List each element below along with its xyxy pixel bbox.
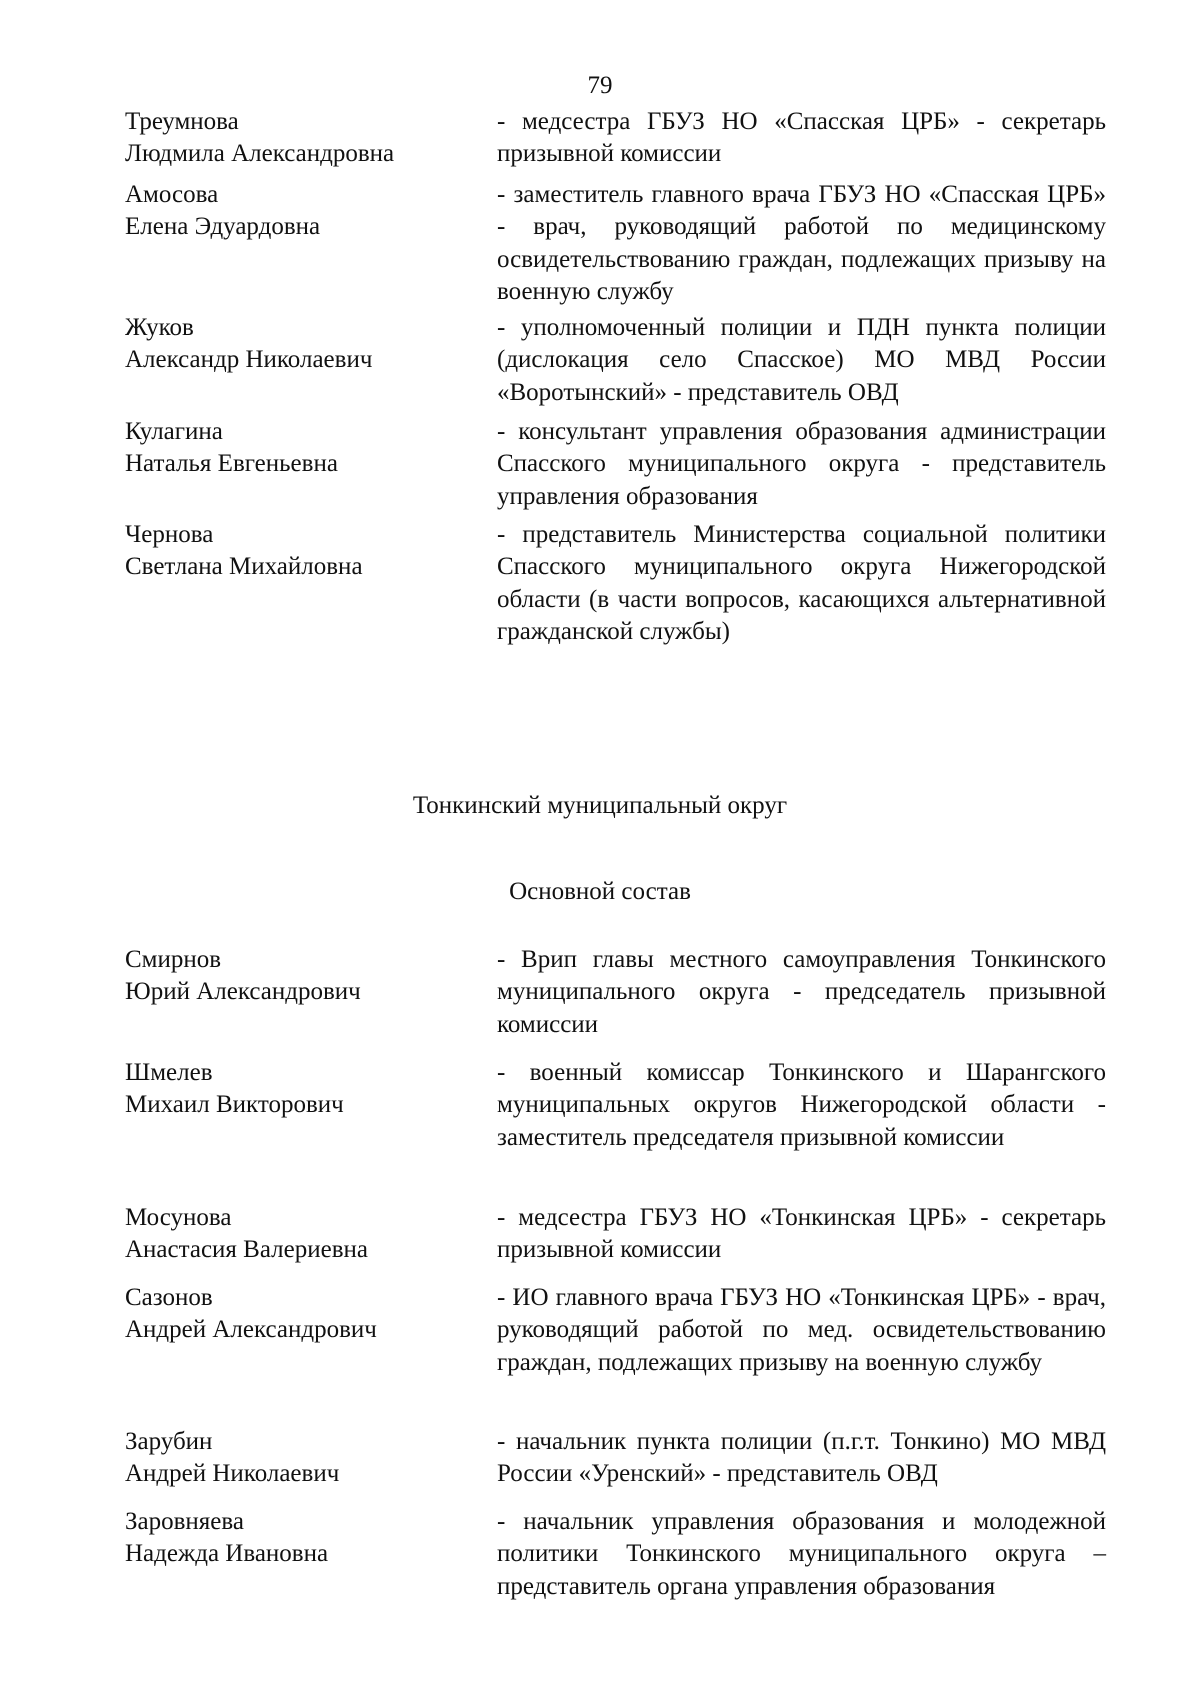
member-surname: Зарубин <box>125 1428 213 1455</box>
member-role: - ИО главного врача ГБУЗ НО «Тонкинская ЦРБ» - врач, руководящий работой по мед. освидетельствованию граждан, подлежащих призыву на военную службу <box>497 1284 1106 1376</box>
member-role: - заместитель главного врача ГБУЗ НО «Спасская ЦРБ» - врач, руководящий работой по медицинскому освидетельствованию граждан, подлежащих призыву на военную службу <box>497 181 1106 306</box>
member-surname: Амосова <box>125 181 219 208</box>
list-item <box>125 519 1106 649</box>
list-item <box>125 944 1106 1057</box>
list-item <box>125 179 1106 312</box>
member-surname: Треумнова <box>125 108 239 135</box>
list-item <box>125 1202 1106 1282</box>
member-role: - медсестра ГБУЗ НО «Спасская ЦРБ» - секретарь призывной комиссии <box>497 108 1106 168</box>
member-name <box>125 1202 497 1267</box>
member-name <box>125 416 497 481</box>
member-list-bottom <box>125 944 1106 1603</box>
member-given-names: Анастасия Валериевна <box>125 1236 368 1264</box>
member-list-top <box>125 106 1106 649</box>
subsection-heading: Основной состав <box>509 878 691 905</box>
page-number: 79 <box>587 72 613 99</box>
member-name <box>125 519 497 584</box>
member-surname: Сазонов <box>125 1284 213 1311</box>
member-name <box>125 1426 497 1491</box>
member-given-names: Андрей Александрович <box>125 1316 377 1344</box>
member-given-names: Наталья Евгеньевна <box>125 450 338 478</box>
member-given-names: Андрей Николаевич <box>125 1460 340 1488</box>
member-given-names: Александр Николаевич <box>125 346 373 374</box>
list-item <box>125 1426 1106 1506</box>
member-role: - начальник управления образования и молодежной политики Тонкинского муниципального округа – представитель органа управления образования <box>497 1508 1106 1600</box>
member-name <box>125 312 497 377</box>
member-role: - медсестра ГБУЗ НО «Тонкинская ЦРБ» - секретарь призывной комиссии <box>497 1204 1106 1264</box>
list-item <box>125 1057 1106 1202</box>
member-surname: Жуков <box>125 314 194 341</box>
list-item <box>125 416 1106 519</box>
member-given-names: Юрий Александрович <box>125 978 361 1006</box>
member-name <box>125 1506 497 1571</box>
member-role: - начальник пункта полиции (п.г.т. Тонкино) МО МВД России «Уренский» - представитель ОВД <box>497 1428 1106 1488</box>
member-surname: Смирнов <box>125 946 222 973</box>
member-role: - военный комиссар Тонкинского и Шарангского муниципальных округов Нижегородской области - заместитель председателя призывной комиссии <box>497 1059 1106 1151</box>
list-item <box>125 1506 1106 1603</box>
member-name <box>125 944 497 1009</box>
member-surname: Заровняева <box>125 1508 244 1535</box>
member-name <box>125 1057 497 1122</box>
member-surname: Шмелев <box>125 1059 213 1086</box>
member-name <box>125 106 497 171</box>
member-surname: Мосунова <box>125 1204 232 1231</box>
member-given-names: Надежда Ивановна <box>125 1540 329 1568</box>
member-role: - консультант управления образования администрации Спасского муниципального округа - представитель управления образования <box>497 418 1106 510</box>
member-given-names: Михаил Викторович <box>125 1091 344 1119</box>
list-item <box>125 1282 1106 1426</box>
section-heading: Тонкинский муниципальный округ <box>412 792 788 819</box>
member-role: - Врип главы местного самоуправления Тонкинского муниципального округа - председатель призывной комиссии <box>497 946 1106 1038</box>
list-item <box>125 106 1106 179</box>
member-surname: Чернова <box>125 521 214 548</box>
member-given-names: Светлана Михайловна <box>125 553 363 581</box>
member-surname: Кулагина <box>125 418 223 445</box>
member-role: - представитель Министерства социальной политики Спасского муниципального округа Нижегородской области (в части вопросов, касающихся альтернативной гражданской службы) <box>497 521 1106 646</box>
member-given-names: Людмила Александровна <box>125 140 395 168</box>
member-role: - уполномоченный полиции и ПДН пункта полиции (дислокация село Спасское) МО МВД России «Воротынский» - представитель ОВД <box>497 314 1106 406</box>
member-name <box>125 1282 497 1347</box>
member-name <box>125 179 497 244</box>
list-item <box>125 312 1106 416</box>
member-given-names: Елена Эдуардовна <box>125 213 321 241</box>
